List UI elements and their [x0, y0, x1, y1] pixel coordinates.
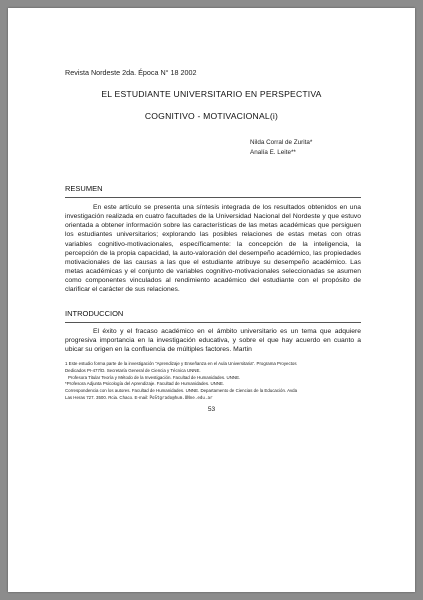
abstract-paragraph: En este artículo se presenta una síntesis integrada de los resultados obtenidos en una investigación realizada en cuatro facultades de la Universidad Nacional del Nordeste y que estuvo orientada a obtener información sobre las características de las metas académicas que persiguen los estudiantes universitarios; explorando las posibles relaciones de estas metas con otras variables cognitivo-motivacionales, específicamente: la concepción de la inteligencia, la percepción de la propia capacidad, la auto-valoración del desempeño académico, las propiedades motivacionales de las causas a las que el estudiante atribuye su desempeño académico. Las metas académicas y el conjunto de variables cognitivo-motivacionales seleccionadas se asumen como componentes vinculados al rendimiento académico del estudiante con el propósito de clarificar el carácter de sus relaciones. — [65, 204, 361, 294]
section-divider — [65, 197, 361, 198]
article-title-line2: COGNITIVO - MOTIVACIONAL(i) — [144, 111, 279, 121]
footnote-2: Profesora Titular Teoría y Método de la Investigación. Facultad de Humanidades. UNNE. — [68, 374, 241, 380]
document-page — [8, 8, 415, 592]
footnote-1-line1: 1 Este estudio forma parte de la investigación "Aprendizaje y Enseñanza en el Aula Universitaria". Programa Proyectos — [65, 361, 297, 366]
footnote-3 — [65, 381, 385, 388]
section-heading-resumen: RESUMEN — [65, 184, 103, 193]
section-divider — [65, 322, 361, 323]
footnote-4-address: Las Heras 727. 3500. Rcia. Chaco. E-mail: — [65, 394, 149, 400]
author-2: Analía E. Leite** — [250, 149, 296, 156]
footnote-marker: * — [65, 381, 67, 387]
email-link[interactable]: PoStgrado@hum.UNne.edu.ar — [149, 394, 213, 400]
introduction-paragraph: El éxito y el fracaso académico en el ámbito universitario es un tema que adquiere progresiva importancia en la investigación educativa, y sobre el que hay acuerdo en cuanto a ubicar su origen en la confluencia de múltiples factores. Martin — [65, 328, 361, 354]
page-number: 53 — [207, 406, 216, 413]
footnote-4-line2 — [65, 395, 385, 402]
author-1: Nilda Corral de Zurita* — [250, 139, 313, 146]
footnotes — [65, 361, 385, 402]
footnote-1-line2: Dedicados PI-477/D. Secretaría General de Ciencia y Técnica UNNE. — [65, 367, 201, 373]
footnote-3-text: Profesora Adjunta Psicología del Aprendizaje. Facultad de Humanidades. UNNE. — [66, 381, 225, 387]
journal-reference: Revista Nordeste 2da. Época N° 18 2002 — [65, 68, 197, 77]
article-title-line1: EL ESTUDIANTE UNIVERSITARIO EN PERSPECTIVA — [101, 89, 322, 99]
footnote-4-line1: Correspondencia con los autores. Facultad de Humanidades. UNNE. Departamento de Ciencias de la Educación. Avda — [65, 388, 298, 394]
section-heading-introduccion: INTRODUCCION — [65, 309, 124, 318]
